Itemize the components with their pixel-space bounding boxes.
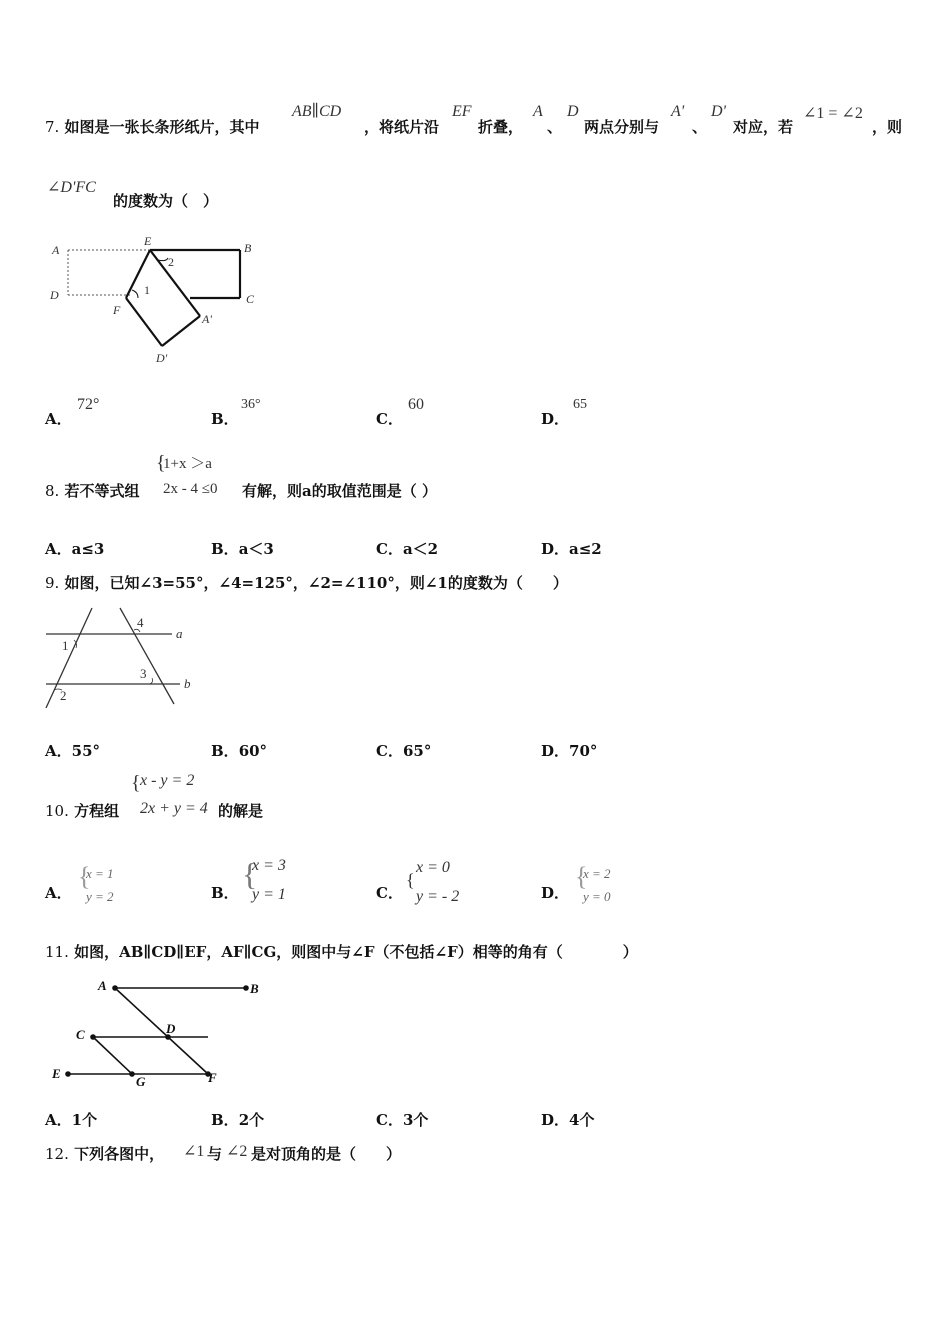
q7-text-zhedie: 折叠，: [478, 118, 524, 136]
q12-text-and: 与: [207, 1145, 223, 1163]
q7-text-sep2: 、: [692, 118, 708, 136]
q11-label-d: D: [166, 1021, 176, 1036]
q10-option-d-brace: {: [575, 862, 588, 891]
q7-option-c-value: 60: [408, 396, 424, 413]
q9-label-4: 4: [137, 615, 144, 630]
q10-eq-line2: 2x + y = 4: [140, 800, 208, 817]
q11-label-f: F: [208, 1070, 217, 1085]
q11-point-b: [243, 985, 249, 991]
q7-label-d: D: [50, 288, 59, 302]
q9-option-a[interactable]: A．55°: [45, 742, 101, 760]
q9-label-3: 3: [140, 666, 147, 681]
q10-option-b-line2: y = 1: [252, 886, 286, 903]
q7-option-d[interactable]: D．: [541, 410, 570, 428]
q7-folded-paper-figure: [40, 228, 280, 368]
q12-math-angle1: ∠1: [183, 1143, 205, 1160]
q9-option-d[interactable]: D．70°: [541, 742, 598, 760]
q7-text-then: ，则: [872, 118, 903, 136]
q10-stem: 10. 方程组: [45, 802, 120, 820]
q7-label-e: E: [144, 234, 152, 248]
q7-math-d: D: [567, 103, 579, 120]
q9-label-2: 2: [60, 688, 67, 703]
q9-option-c[interactable]: C．65°: [376, 742, 432, 760]
q11-point-g: [129, 1071, 135, 1077]
q7-label-d-prime: D': [156, 351, 168, 365]
q9-parallel-lines-figure: [40, 600, 210, 715]
q8-option-b[interactable]: B．a＜3: [211, 540, 274, 558]
q10-option-a[interactable]: A．: [45, 884, 72, 902]
q11-option-a[interactable]: A．1个: [45, 1111, 98, 1129]
q7-edge-fd: [126, 298, 162, 346]
q8-option-d[interactable]: D．a≤2: [541, 540, 602, 558]
q7-math-ab-cd: AB∥CD: [292, 103, 342, 120]
q7-math-ef: EF: [452, 103, 472, 120]
q10-option-b[interactable]: B．: [211, 884, 239, 902]
q9-stem: 9. 如图，已知∠3=55°，∠4=125°，∠2=∠110°，则∠1的度数为（ ）: [45, 574, 568, 592]
q7-option-c[interactable]: C．: [376, 410, 403, 428]
q10-option-d[interactable]: D．: [541, 884, 570, 902]
q9-label-a: a: [176, 626, 183, 641]
q9-transversal-left: [46, 608, 92, 708]
q10-option-a-line2: y = 2: [86, 889, 114, 904]
q11-segment-cg: [93, 1037, 132, 1074]
q11-option-d[interactable]: D．4个: [541, 1111, 595, 1129]
q11-option-b[interactable]: B．2个: [211, 1111, 265, 1129]
q7-option-a[interactable]: A．: [45, 410, 72, 428]
q11-label-b: B: [250, 981, 259, 996]
q7-math-angle-eq: ∠1 = ∠2: [803, 105, 863, 122]
q11-stem: 11. 如图，AB∥CD∥EF，AF∥CG，则图中与∠F（不包括∠F）相等的角有（ ）: [45, 943, 638, 961]
q10-brace: {: [131, 772, 141, 794]
q8-brace: {: [156, 452, 166, 474]
q7-math-a: A: [533, 103, 543, 120]
q12-math-angle2: ∠2: [226, 1143, 248, 1160]
q7-text-correspond: 两点分别与: [584, 118, 660, 136]
q9-transversal-right: [120, 608, 174, 704]
q7-option-a-value: 72°: [77, 396, 100, 413]
q7-stem-line1: 7. 如图是一张长条形纸片，其中: [45, 118, 260, 136]
q7-option-b-value: 36°: [241, 397, 261, 412]
q8-ineq-line2: 2x - 4 ≤0: [163, 481, 218, 497]
q11-option-c[interactable]: C．3个: [376, 1111, 429, 1129]
q10-option-c-brace: {: [406, 870, 415, 890]
q10-option-b-line1: x = 3: [252, 857, 286, 874]
q11-segment-af: [115, 988, 208, 1074]
q11-point-e: [65, 1071, 71, 1077]
q10-eq-line1: x - y = 2: [140, 772, 195, 789]
q10-stem-tail: 的解是: [218, 802, 264, 820]
q7-option-d-value: 65: [573, 397, 587, 412]
q7-option-b[interactable]: B．: [211, 410, 239, 428]
q7-math-d-prime: D': [711, 103, 726, 120]
q7-label-c: C: [246, 292, 255, 306]
q11-label-g: G: [136, 1074, 146, 1089]
q10-option-c[interactable]: C．: [376, 884, 403, 902]
q12-stem: 12. 下列各图中，: [45, 1145, 165, 1163]
q10-option-a-line1: x = 1: [86, 866, 114, 881]
q7-label-2: 2: [168, 255, 174, 269]
q7-edge-ea: [150, 250, 200, 316]
q9-label-1: 1: [62, 638, 69, 653]
q7-label-a: A: [52, 243, 60, 257]
q10-option-c-line2: y = - 2: [416, 888, 460, 905]
q7-text-question: 的度数为（ ）: [113, 192, 219, 210]
q7-edge-da: [162, 316, 200, 346]
q10-option-c-line1: x = 0: [416, 859, 450, 876]
q7-label-b: B: [244, 241, 252, 255]
q7-label-1: 1: [144, 283, 150, 297]
q8-stem: 8. 若不等式组: [45, 482, 140, 500]
q9-option-b[interactable]: B．60°: [211, 742, 268, 760]
q10-option-d-line2: y = 0: [583, 889, 611, 904]
q10-option-d-line1: x = 2: [583, 866, 611, 881]
q11-label-e: E: [52, 1066, 61, 1081]
q8-option-c[interactable]: C．a＜2: [376, 540, 439, 558]
q11-point-c: [90, 1034, 96, 1040]
q8-stem-tail: 有解，则a的取值范围是（ ）: [242, 482, 437, 500]
q7-label-a-prime: A': [202, 312, 212, 326]
q7-label-f: F: [113, 303, 121, 317]
q11-label-c: C: [76, 1027, 85, 1042]
q11-point-a: [112, 985, 118, 991]
q11-parallel-figure: [40, 970, 280, 1095]
q10-option-a-brace: {: [78, 862, 91, 891]
q8-option-a[interactable]: A．a≤3: [45, 540, 105, 558]
q8-ineq-line1: 1+x ＞a: [163, 456, 212, 472]
q7-angle1-arc: [132, 290, 138, 298]
q11-label-a: A: [98, 978, 107, 993]
q7-math-angle-dfc: ∠D'FC: [47, 179, 96, 196]
q10-option-b-brace: {: [242, 856, 258, 892]
q7-text-if: 对应，若: [733, 118, 794, 136]
q7-angle2-arc: [158, 258, 168, 261]
q7-text-sep1: 、: [547, 118, 563, 136]
q7-text-fold: ，将纸片沿: [364, 118, 440, 136]
q12-text-tail: 是对顶角的是（ ）: [251, 1145, 402, 1163]
q9-angle3-arc: [150, 678, 153, 684]
q7-math-a-prime: A': [671, 103, 685, 120]
q9-label-b: b: [184, 676, 191, 691]
